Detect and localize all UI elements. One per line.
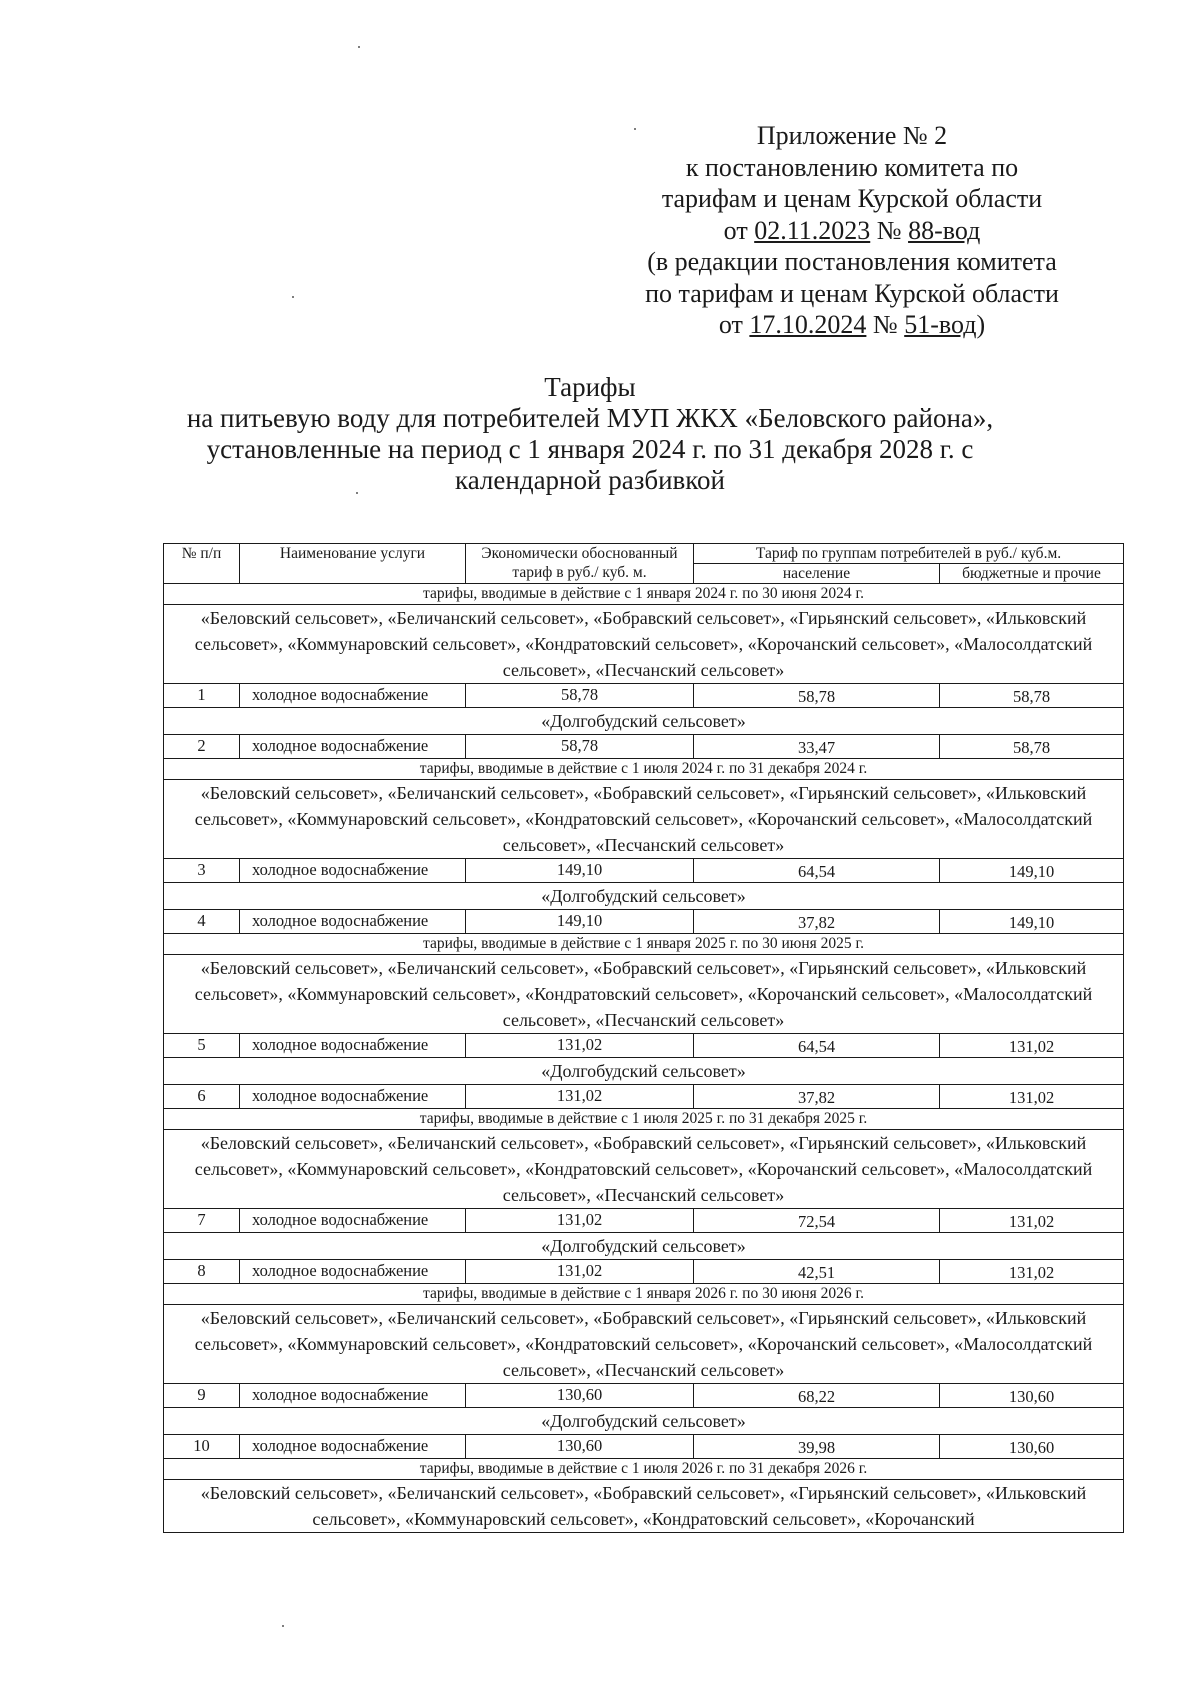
row-population-tariff: 68,22 [694, 1384, 940, 1408]
area-row [164, 1130, 1124, 1209]
row-budget-tariff: 149,10 [940, 859, 1124, 883]
row-population-tariff: 37,82 [694, 910, 940, 934]
row-economic-tariff: 58,78 [466, 735, 694, 759]
revision-number: 51-вод [904, 310, 977, 339]
area-label: «Долгобудский сельсовет» [164, 708, 1124, 735]
text-fragment: № [866, 310, 905, 339]
table-row [164, 1384, 1124, 1408]
scan-speck [282, 1625, 284, 1627]
area-row [164, 780, 1124, 859]
appendix-line-3: тарифам и ценам Курской области [661, 184, 1043, 213]
appendix-line-1: Приложение № 2 [756, 121, 948, 150]
table-row [164, 735, 1124, 759]
period-row [164, 759, 1124, 780]
scan-speck [356, 492, 358, 494]
area-row [164, 1480, 1124, 1533]
area-label: «Беловский сельсовет», «Беличанский сельсовет», «Бобравский сельсовет», «Гирьянский сельсовет», «Ильковский сельсовет», «Коммунаровский сельсовет», «Кондратовский сельсовет», «Корочанский сельсовет», «Малосолдатский сельсовет», «Песчанский сельсовет» [164, 1305, 1124, 1384]
header-groups: Тариф по группам потребителей в руб./ куб.м. [694, 544, 1124, 564]
row-service: холодное водоснабжение [240, 859, 466, 883]
row-economic-tariff: 130,60 [466, 1384, 694, 1408]
text-fragment: № [870, 215, 909, 245]
row-budget-tariff: 130,60 [940, 1435, 1124, 1459]
scan-speck [292, 296, 294, 298]
row-service: холодное водоснабжение [240, 1260, 466, 1284]
area-label: «Беловский сельсовет», «Беличанский сельсовет», «Бобравский сельсовет», «Гирьянский сельсовет», «Ильковский сельсовет», «Коммунаровский сельсовет», «Кондратовский сельсовет», «Корочанский сельсовет», «Малосолдатский сельсовет», «Песчанский сельсовет» [164, 780, 1124, 859]
period-row [164, 934, 1124, 955]
header-economic: Экономически обоснованный тариф в руб./ куб. м. [466, 544, 694, 584]
area-label: «Долгобудский сельсовет» [164, 1233, 1124, 1260]
area-row [164, 605, 1124, 684]
row-budget-tariff: 131,02 [940, 1085, 1124, 1109]
area-label: «Беловский сельсовет», «Беличанский сельсовет», «Бобравский сельсовет», «Гирьянский сельсовет», «Ильковский сельсовет», «Коммунаровский сельсовет», «Кондратовский сельсовет», «Корочанский сельсовет», «Малосолдатский сельсовет», «Песчанский сельсовет» [164, 605, 1124, 684]
row-service: холодное водоснабжение [240, 684, 466, 708]
table-row [164, 684, 1124, 708]
area-label: «Долгобудский сельсовет» [164, 1058, 1124, 1085]
row-service: холодное водоснабжение [240, 1209, 466, 1233]
row-economic-tariff: 131,02 [466, 1209, 694, 1233]
area-row [164, 1233, 1124, 1260]
area-row [164, 955, 1124, 1034]
row-budget-tariff: 131,02 [940, 1260, 1124, 1284]
row-service: холодное водоснабжение [240, 1384, 466, 1408]
period-row [164, 584, 1124, 605]
table-row [164, 910, 1124, 934]
row-population-tariff: 64,54 [694, 1034, 940, 1058]
title-line-1: Тарифы [544, 372, 636, 402]
area-label: «Беловский сельсовет», «Беличанский сельсовет», «Бобравский сельсовет», «Гирьянский сельсовет», «Ильковский сельсовет», «Коммунаровский сельсовет», «Кондратовский сельсовет», «Корочанский сельсовет», «Малосолдатский сельсовет», «Песчанский сельсовет» [164, 1130, 1124, 1209]
row-budget-tariff: 149,10 [940, 910, 1124, 934]
period-label: тарифы, вводимые в действие с 1 января 2026 г. по 30 июня 2026 г. [164, 1284, 1124, 1305]
period-row [164, 1459, 1124, 1480]
area-row [164, 708, 1124, 735]
row-economic-tariff: 149,10 [466, 910, 694, 934]
row-number: 6 [164, 1085, 240, 1109]
table-row [164, 1209, 1124, 1233]
scan-speck [634, 128, 636, 130]
row-number: 2 [164, 735, 240, 759]
period-label: тарифы, вводимые в действие с 1 июля 2025 г. по 31 декабря 2025 г. [164, 1109, 1124, 1130]
row-budget-tariff: 58,78 [940, 735, 1124, 759]
tariff-table [163, 543, 1124, 1533]
period-label: тарифы, вводимые в действие с 1 июля 2024 г. по 31 декабря 2024 г. [164, 759, 1124, 780]
title-line-2: на питьевую воду для потребителей МУП ЖКХ «Беловского района», [186, 403, 994, 433]
area-row [164, 883, 1124, 910]
row-economic-tariff: 149,10 [466, 859, 694, 883]
row-budget-tariff: 131,02 [940, 1209, 1124, 1233]
row-budget-tariff: 131,02 [940, 1034, 1124, 1058]
row-budget-tariff: 130,60 [940, 1384, 1124, 1408]
table-row [164, 1260, 1124, 1284]
table-row [164, 1435, 1124, 1459]
row-economic-tariff: 58,78 [466, 684, 694, 708]
row-budget-tariff: 58,78 [940, 684, 1124, 708]
row-population-tariff: 72,54 [694, 1209, 940, 1233]
row-population-tariff: 39,98 [694, 1435, 940, 1459]
row-economic-tariff: 131,02 [466, 1260, 694, 1284]
title-line-4: календарной разбивкой [455, 465, 725, 495]
table-header-row [164, 544, 1124, 564]
period-row [164, 1109, 1124, 1130]
row-economic-tariff: 131,02 [466, 1085, 694, 1109]
appendix-line-2: к постановлению комитета по [685, 152, 1019, 182]
decree-date: 02.11.2023 [754, 215, 871, 245]
header-num: № п/п [164, 544, 240, 584]
area-label: «Беловский сельсовет», «Беличанский сельсовет», «Бобравский сельсовет», «Гирьянский сельсовет», «Ильковский сельсовет», «Коммунаровский сельсовет», «Кондратовский сельсовет», «Корочанский сельсовет», «Малосолдатский сельсовет», «Песчанский сельсовет» [164, 955, 1124, 1034]
appendix-line-6: по тарифам и ценам Курской области [645, 278, 1059, 308]
table-row [164, 1034, 1124, 1058]
period-label: тарифы, вводимые в действие с 1 июля 2026 г. по 31 декабря 2026 г. [164, 1459, 1124, 1480]
header-budget: бюджетные и прочие [940, 564, 1124, 584]
row-number: 3 [164, 859, 240, 883]
area-row [164, 1408, 1124, 1435]
row-number: 4 [164, 910, 240, 934]
text-fragment: от [718, 310, 750, 339]
appendix-line-4 [612, 215, 1092, 247]
area-label: «Беловский сельсовет», «Беличанский сельсовет», «Бобравский сельсовет», «Гирьянский сельсовет», «Ильковский сельсовет», «Коммунаровский сельсовет», «Кондратовский сельсовет», «Корочанский [164, 1480, 1124, 1533]
row-service: холодное водоснабжение [240, 910, 466, 934]
header-population: население [694, 564, 940, 584]
row-economic-tariff: 130,60 [466, 1435, 694, 1459]
row-service: холодное водоснабжение [240, 735, 466, 759]
row-number: 7 [164, 1209, 240, 1233]
table-row [164, 1085, 1124, 1109]
appendix-line-7 [612, 309, 1092, 341]
document-title [150, 372, 1030, 496]
period-label: тарифы, вводимые в действие с 1 января 2024 г. по 30 июня 2024 г. [164, 584, 1124, 605]
row-economic-tariff: 131,02 [466, 1034, 694, 1058]
text-fragment: от [723, 215, 755, 245]
decree-number: 88-вод [908, 215, 981, 245]
area-row [164, 1305, 1124, 1384]
header-service: Наименование услуги [240, 544, 466, 584]
table-row [164, 859, 1124, 883]
appendix-line-5: (в редакции постановления комитета [647, 247, 1057, 276]
row-number: 10 [164, 1435, 240, 1459]
row-number: 5 [164, 1034, 240, 1058]
row-number: 8 [164, 1260, 240, 1284]
row-population-tariff: 64,54 [694, 859, 940, 883]
row-number: 9 [164, 1384, 240, 1408]
text-fragment: ) [976, 310, 986, 339]
appendix-header [612, 120, 1092, 341]
row-service: холодное водоснабжение [240, 1034, 466, 1058]
scan-speck [358, 46, 360, 48]
period-label: тарифы, вводимые в действие с 1 января 2025 г. по 30 июня 2025 г. [164, 934, 1124, 955]
row-population-tariff: 58,78 [694, 684, 940, 708]
area-row [164, 1058, 1124, 1085]
row-population-tariff: 37,82 [694, 1085, 940, 1109]
row-population-tariff: 42,51 [694, 1260, 940, 1284]
period-row [164, 1284, 1124, 1305]
area-label: «Долгобудский сельсовет» [164, 883, 1124, 910]
area-label: «Долгобудский сельсовет» [164, 1408, 1124, 1435]
row-number: 1 [164, 684, 240, 708]
row-population-tariff: 33,47 [694, 735, 940, 759]
row-service: холодное водоснабжение [240, 1435, 466, 1459]
row-service: холодное водоснабжение [240, 1085, 466, 1109]
title-line-3: установленные на период с 1 января 2024 г. по 31 декабря 2028 г. с [206, 434, 974, 464]
revision-date: 17.10.2024 [749, 310, 867, 339]
